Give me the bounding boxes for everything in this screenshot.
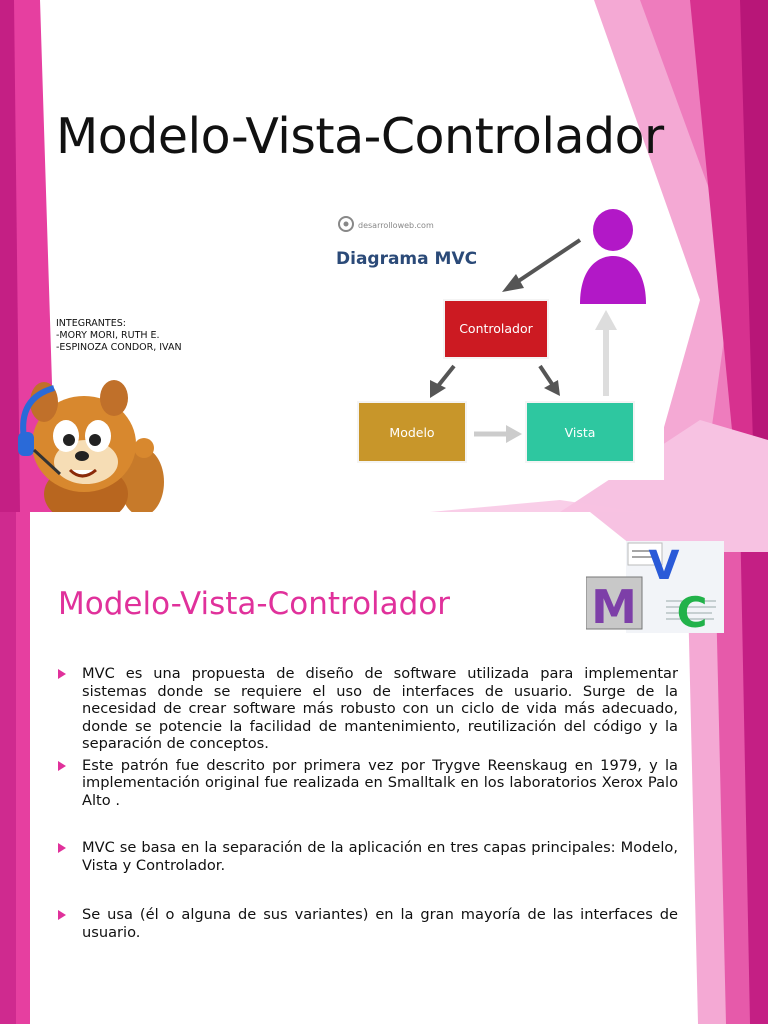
- bullet-text: Se usa (él o alguna de sus variantes) en la gran mayoría de las interfaces de usuario.: [82, 906, 678, 941]
- bullet-arrow-icon: [58, 910, 66, 920]
- bullet-item: [56, 906, 678, 941]
- bullet-text: Este patrón fue descrito por primera vez por Trygve Reenskaug en 1979, y la implementación original fue realizada en Smalltalk en los laboratorios Xerox Palo Alto .: [82, 756, 678, 809]
- team-members: [56, 318, 182, 354]
- logo-letter-c: C: [676, 588, 708, 633]
- bullet-list: [56, 665, 678, 941]
- source-logo-icon: [339, 217, 353, 231]
- member-name: -ESPINOZA CONDOR, IVAN: [56, 342, 182, 353]
- slide-title: Modelo-Vista-Controlador: [56, 108, 664, 165]
- bullet-arrow-icon: [58, 761, 66, 771]
- mvc-diagram: [330, 204, 664, 480]
- bullet-text: MVC se basa en la separación de la aplicación en tres capas principales: Modelo, Vista y Controlador.: [82, 839, 678, 874]
- bullet-item: [56, 757, 678, 810]
- logo-letter-m: M: [591, 580, 637, 633]
- view-label: Vista: [564, 425, 596, 440]
- mvc-diagram-graphic: [330, 204, 664, 480]
- bullet-text: MVC es una propuesta de diseño de software utilizada para implementar sistemas donde se requiere el uso de interfaces de usuario. Surge de la necesidad de crear software más robusto con un ciclo de vida más adecuado, donde se potencie la facilidad de mantenimiento, reutilización del código y la separación de conceptos.: [82, 665, 678, 752]
- diagram-source: desarrolloweb.com: [358, 221, 434, 230]
- bullet-item: [56, 665, 678, 753]
- members-heading: INTEGRANTES:: [56, 318, 126, 329]
- mvc-logo-icon: [586, 541, 724, 633]
- model-label: Modelo: [389, 425, 435, 440]
- slide-title: Modelo-Vista-Controlador: [58, 586, 451, 622]
- bullet-item: [56, 839, 678, 874]
- user-icon: [580, 209, 646, 304]
- squirrel-mascot-icon: [14, 378, 170, 512]
- diagram-title: Diagrama MVC: [336, 249, 478, 269]
- controller-label: Controlador: [459, 321, 533, 336]
- bullet-arrow-icon: [58, 843, 66, 853]
- bullet-arrow-icon: [58, 669, 66, 679]
- slide-2: [0, 512, 768, 1024]
- logo-letter-v: V: [648, 543, 680, 589]
- member-name: -MORY MORI, RUTH E.: [56, 330, 160, 341]
